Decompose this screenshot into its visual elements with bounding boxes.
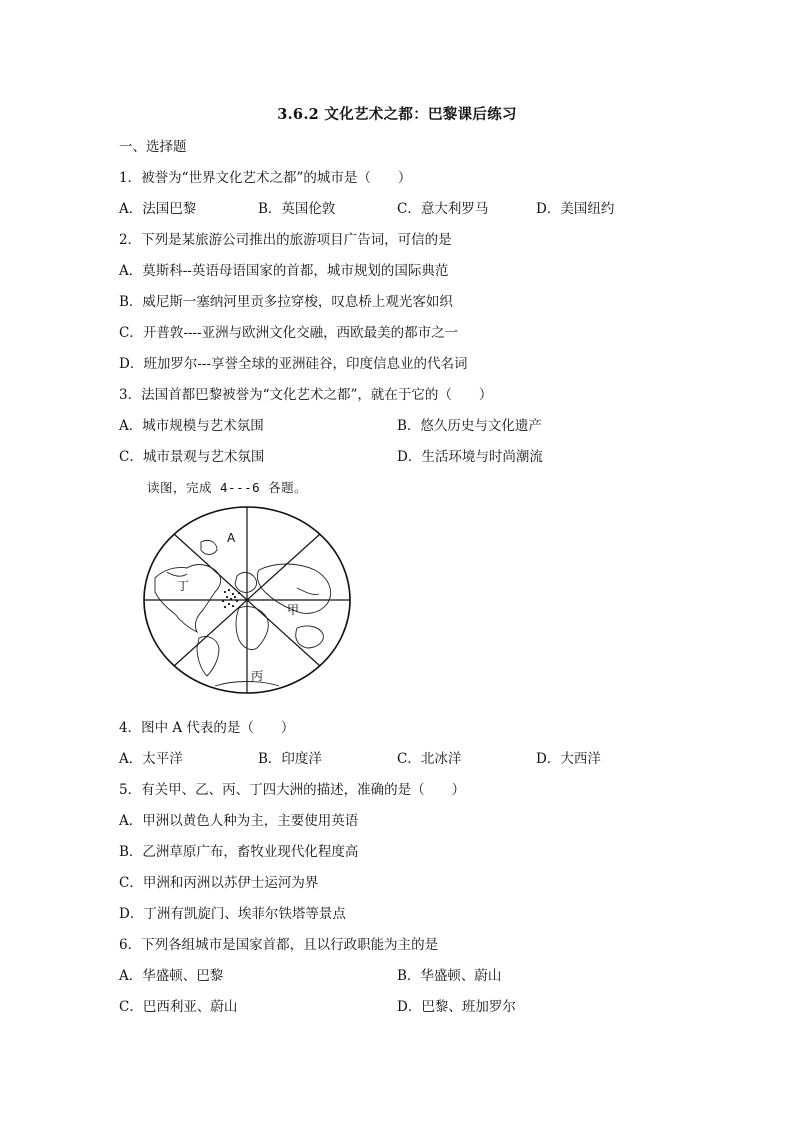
question-1-option-c: C．意大利罗马 [397, 201, 489, 217]
question-6-option-b: B．华盛顿、蔚山 [397, 968, 502, 984]
question-3-option-c: C．城市景观与艺术氛围 [119, 449, 265, 465]
question-4-stem: 4．图中 A 代表的是（ ） [119, 720, 295, 736]
question-2-option-d: D．班加罗尔---享誉全球的亚洲硅谷，印度信息业的代名词 [119, 356, 468, 372]
question-5-stem: 5．有关甲、乙、丙、丁四大洲的描述，准确的是（ ） [119, 782, 466, 798]
question-2-option-a: A．莫斯科--英语母语国家的首都，城市规划的国际典范 [119, 263, 449, 279]
section-heading: 一、选择题 [119, 139, 187, 155]
map-label-ding: 丁 [177, 579, 190, 593]
question-5-option-d: D．丁洲有凯旋门、埃菲尔铁塔等景点 [119, 906, 346, 922]
question-5-option-a: A．甲洲以黄色人种为主，主要使用英语 [119, 813, 359, 829]
question-1-stem: 1．被誉为“世界文化艺术之都”的城市是（ ） [119, 170, 412, 186]
question-3-option-b: B．悠久历史与文化遗产 [397, 418, 542, 434]
question-4-option-a: A．太平洋 [119, 751, 183, 767]
question-1-option-b: B．英国伦敦 [258, 201, 336, 217]
question-3-option-d: D．生活环境与时尚潮流 [397, 449, 543, 465]
question-4-option-b: B．印度洋 [258, 751, 322, 767]
map-label-jia: 甲 [287, 603, 300, 617]
question-2-stem: 2．下列是某旅游公司推出的旅游项目广告词，可信的是 [119, 232, 452, 248]
question-2-option-c: C．开普敦----亚洲与欧洲文化交融，西欧最美的都市之一 [119, 325, 459, 341]
question-3-stem: 3．法国首都巴黎被誉为“文化艺术之都”，就在于它的（ ） [119, 387, 493, 403]
question-6-stem: 6．下列各组城市是国家首都，且以行政职能为主的是 [119, 937, 439, 953]
question-6-option-a: A．华盛顿、巴黎 [119, 968, 224, 984]
world-map-svg [137, 500, 357, 700]
map-caption: 读图，完成 4---6 各题。 [147, 480, 308, 495]
question-2-option-b: B．威尼斯一塞纳河里贡多拉穿梭，叹息桥上观光客如织 [119, 294, 453, 310]
map-label-bing: 丙 [251, 669, 264, 683]
map-label-a: A [227, 531, 236, 545]
question-3-option-a: A．城市规模与艺术氛围 [119, 418, 264, 434]
question-1-option-d: D．美国纽约 [536, 201, 615, 217]
world-map-figure [137, 500, 357, 700]
question-5-option-b: B．乙洲草原广布，畜牧业现代化程度高 [119, 844, 359, 860]
question-4-option-c: C．北冰洋 [397, 751, 462, 767]
continent-outlines [155, 540, 331, 686]
question-6-option-c: C．巴西利亚、蔚山 [119, 999, 238, 1015]
page-title: 3.6.2 文化艺术之都：巴黎课后练习 [277, 106, 517, 123]
question-4-option-d: D．大西洋 [536, 751, 601, 767]
question-5-option-c: C．甲洲和丙洲以苏伊士运河为界 [119, 875, 319, 891]
question-6-option-d: D．巴黎、班加罗尔 [397, 999, 516, 1015]
question-1-option-a: A．法国巴黎 [119, 201, 197, 217]
